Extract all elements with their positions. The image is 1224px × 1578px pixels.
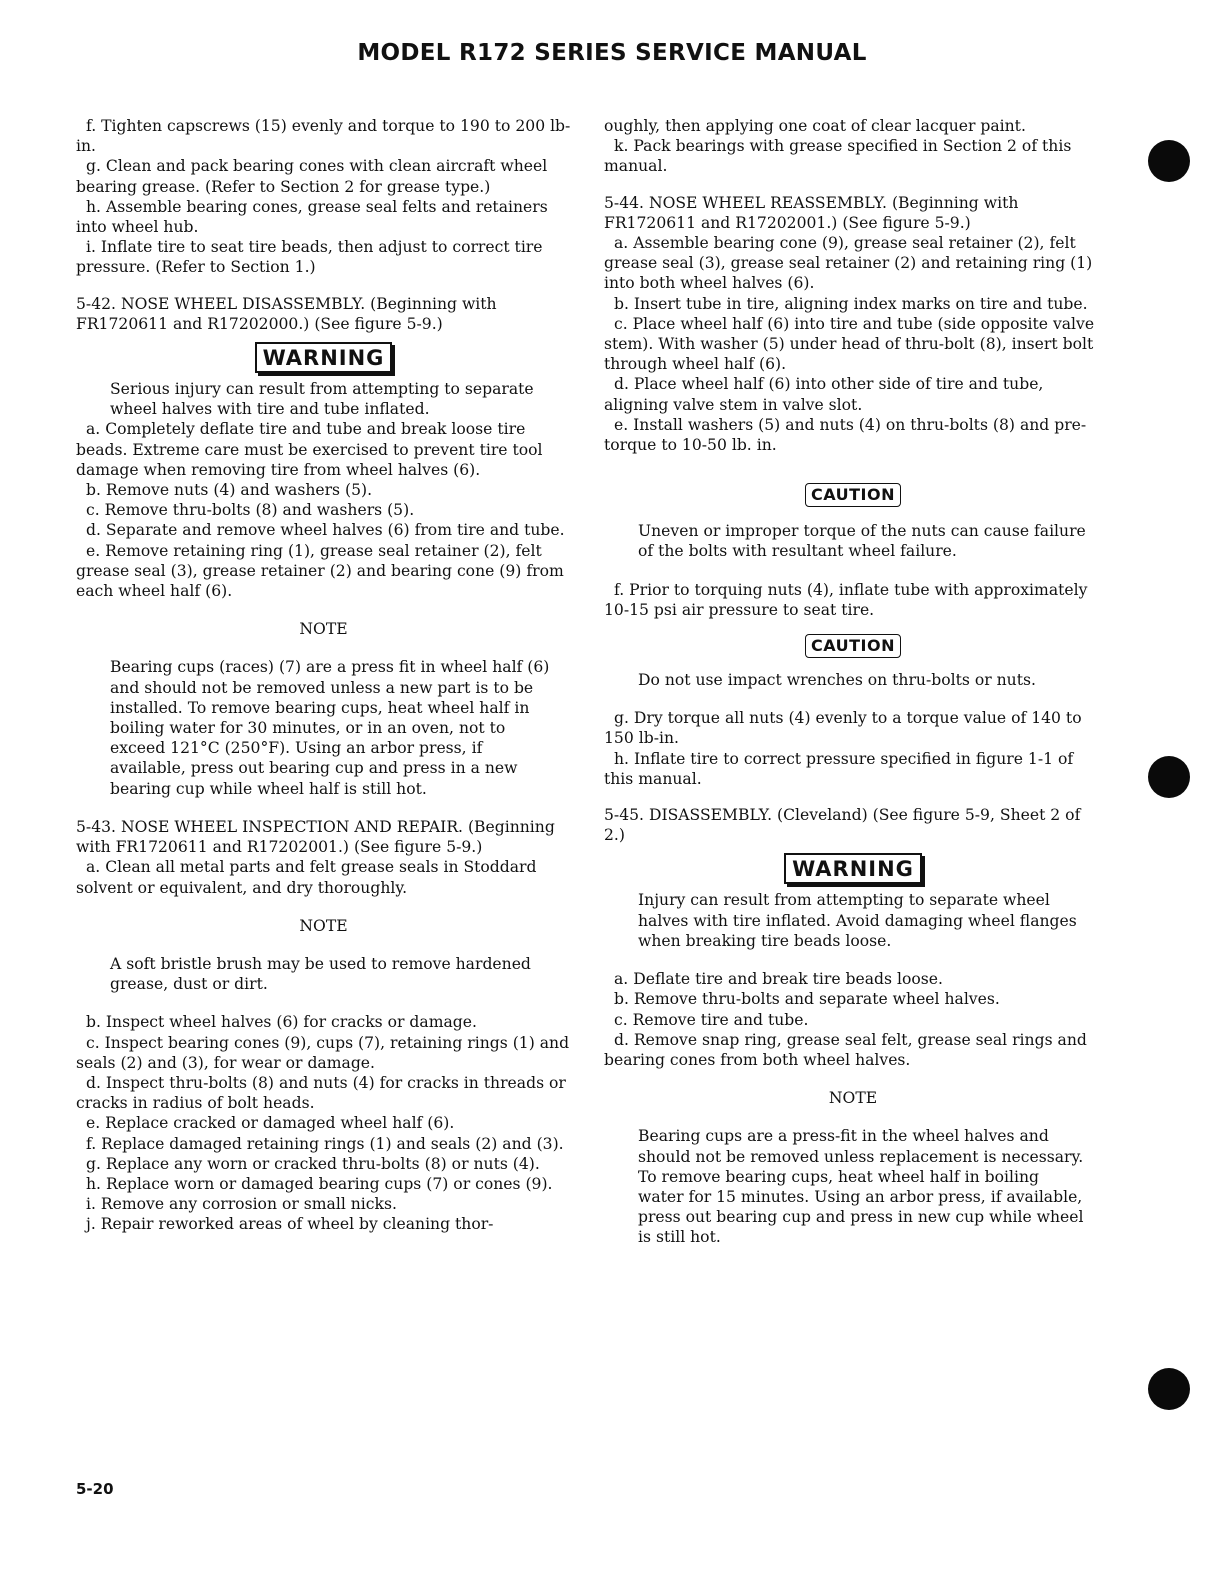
right-column <box>604 116 1102 1266</box>
cleveland-step-b: b. Remove thru-bolts and separate wheel halves. <box>614 990 1000 1009</box>
warning-badge: WARNING <box>784 853 922 884</box>
disassembly-step-b: b. Remove nuts (4) and washers (5). <box>86 481 373 500</box>
disassembly-step-e: e. Remove retaining ring (1), grease seal retainer (2), felt grease seal (3), grease retainer (2) and bearing cone (9) from each wheel half (6). <box>76 541 564 601</box>
section-heading-5-42: 5-42. NOSE WHEEL DISASSEMBLY. (Beginning with FR1720611 and R17202000.) (See figure 5-9.) <box>76 294 497 333</box>
left-column <box>76 116 571 1235</box>
inspection-step-f: f. Replace damaged retaining rings (1) and seals (2) and (3). <box>86 1134 564 1153</box>
note-label: NOTE <box>828 1089 878 1108</box>
step-i-inflate: i. Inflate tire to seat tire beads, then adjust to correct tire pressure. (Refer to Section 1.) <box>76 238 543 277</box>
binder-hole <box>1148 140 1190 182</box>
reassembly-step-g: g. Dry torque all nuts (4) evenly to a torque value of 140 to 150 lb-in. <box>604 709 1082 748</box>
inspection-step-i: i. Remove any corrosion or small nicks. <box>86 1195 397 1214</box>
page-title: MODEL R172 SERIES SERVICE MANUAL <box>357 40 867 66</box>
cleveland-step-a: a. Deflate tire and break tire beads loose. <box>614 970 943 989</box>
caution-block <box>604 634 1102 658</box>
inspection-step-c: c. Inspect bearing cones (9), cups (7), retaining rings (1) and seals (2) and (3), for wear or damage. <box>76 1033 570 1072</box>
warning-text: Serious injury can result from attempting to separate wheel halves with tire and tube inflated. <box>110 380 534 419</box>
caution-text: Uneven or improper torque of the nuts can cause failure of the bolts with resultant wheel failure. <box>638 522 1086 561</box>
caution-text: Do not use impact wrenches on thru-bolts or nuts. <box>638 671 1036 690</box>
cleveland-step-d: d. Remove snap ring, grease seal felt, grease seal rings and bearing cones from both wheel halves. <box>604 1030 1087 1069</box>
step-h-assemble: h. Assemble bearing cones, grease seal felts and retainers into wheel hub. <box>76 197 548 237</box>
inspection-step-j: j. Repair reworked areas of wheel by cleaning thor- <box>86 1215 494 1234</box>
reassembly-step-b: b. Insert tube in tire, aligning index marks on tire and tube. <box>614 294 1088 313</box>
reassembly-step-e: e. Install washers (5) and nuts (4) on thru-bolts (8) and pre-torque to 10-50 lb. in. <box>604 415 1087 455</box>
inspection-step-b: b. Inspect wheel halves (6) for cracks or damage. <box>86 1013 477 1032</box>
disassembly-step-d: d. Separate and remove wheel halves (6) from tire and tube. <box>86 521 565 540</box>
step-f-tighten: f. Tighten capscrews (15) evenly and torque to 190 to 200 lb-in. <box>76 117 571 156</box>
inspection-step-a: a. Clean all metal parts and felt grease seals in Stoddard solvent or equivalent, and dry thoroughly. <box>76 858 537 897</box>
caution-badge: CAUTION <box>805 634 901 658</box>
note-text: Bearing cups (races) (7) are a press fit in wheel half (6) and should not be removed unless a new part is to be installed. To remove bearing cups, heat wheel half in boiling water for 30 minutes, or in an oven, not to exceed 121°C (250°F). Using an arbor press, if available, press out bearing cup and press in a new bearing cup while wheel half is still hot. <box>110 658 550 798</box>
inspection-step-d: d. Inspect thru-bolts (8) and nuts (4) for cracks in threads or cracks in radius of bolt heads. <box>76 1073 566 1113</box>
warning-block <box>604 853 1102 884</box>
caution-block <box>604 483 1102 507</box>
binder-hole <box>1148 756 1190 798</box>
reassembly-step-f: f. Prior to torquing nuts (4), inflate tube with approximately 10-15 psi air pressure to seat tire. <box>604 580 1088 619</box>
inspection-step-g: g. Replace any worn or cracked thru-bolts (8) or nuts (4). <box>86 1154 540 1173</box>
caution-badge: CAUTION <box>805 483 901 507</box>
step-g-pack: g. Clean and pack bearing cones with clean aircraft wheel bearing grease. (Refer to Section 2 for grease type.) <box>76 157 548 196</box>
warning-text: Injury can result from attempting to separate wheel halves with tire inflated. Avoid damaging wheel flanges when breaking tire beads loose. <box>638 891 1077 950</box>
section-heading-5-43: 5-43. NOSE WHEEL INSPECTION AND REPAIR. (Beginning with FR1720611 and R17202001.) (See figure 5-9.) <box>76 817 555 857</box>
note-text: Bearing cups are a press-fit in the wheel halves and should not be removed unless replacement is necessary. To remove bearing cups, heat wheel half in boiling water for 15 minutes. Using an arbor press, if available, press out bearing cup and press in new cup while wheel is still hot. <box>638 1127 1084 1247</box>
cleveland-step-c: c. Remove tire and tube. <box>614 1010 809 1029</box>
continued-text: oughly, then applying one coat of clear lacquer paint. <box>604 117 1026 135</box>
section-heading-5-44: 5-44. NOSE WHEEL REASSEMBLY. (Beginning with FR1720611 and R17202001.) (See figure 5-9.) <box>604 193 1019 232</box>
inspection-step-h: h. Replace worn or damaged bearing cups (7) or cones (9). <box>86 1174 553 1193</box>
binder-hole <box>1148 1368 1190 1410</box>
note-text: A soft bristle brush may be used to remove hardened grease, dust or dirt. <box>110 954 531 994</box>
page-number: 5-20 <box>76 1480 114 1498</box>
warning-block <box>76 342 571 373</box>
reassembly-step-d: d. Place wheel half (6) into other side of tire and tube, aligning valve stem in valve slot. <box>604 375 1044 414</box>
note-label: NOTE <box>299 916 348 935</box>
section-heading-5-45: 5-45. DISASSEMBLY. (Cleveland) (See figure 5-9, Sheet 2 of 2.) <box>604 806 1081 845</box>
reassembly-step-c: c. Place wheel half (6) into tire and tube (side opposite valve stem). With washer (5) under head of thru-bolt (8), insert bolt through wheel half (6). <box>604 314 1095 374</box>
inspection-step-e: e. Replace cracked or damaged wheel half (6). <box>86 1114 455 1133</box>
note-label: NOTE <box>299 620 348 639</box>
warning-badge: WARNING <box>255 342 393 373</box>
reassembly-step-h: h. Inflate tire to correct pressure specified in figure 1-1 of this manual. <box>604 749 1074 788</box>
reassembly-step-a: a. Assemble bearing cone (9), grease seal retainer (2), felt grease seal (3), grease seal retainer (2) and retaining ring (1) into both wheel halves (6). <box>604 234 1093 293</box>
disassembly-step-c: c. Remove thru-bolts (8) and washers (5). <box>86 501 415 520</box>
disassembly-step-a: a. Completely deflate tire and tube and break loose tire beads. Extreme care must be exercised to prevent tire tool damage when removing tire from wheel halves (6). <box>76 420 543 479</box>
step-k-pack: k. Pack bearings with grease specified in Section 2 of this manual. <box>604 137 1072 176</box>
